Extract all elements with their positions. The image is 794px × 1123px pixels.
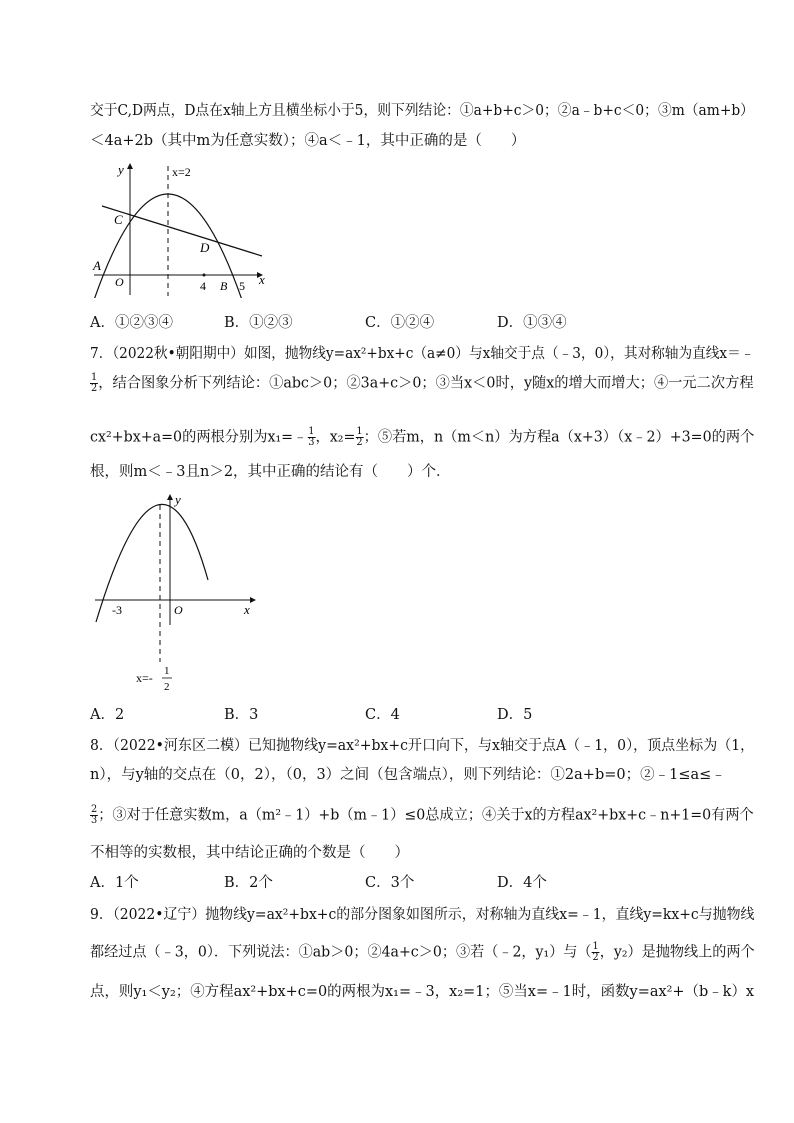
q7-option-d[interactable]: D．5 — [497, 707, 533, 723]
q6-label-x: x — [259, 272, 265, 287]
q6-text-line-2: ＜4a+2b（其中m为任意实数）；④a＜﹣1，其中正确的是（ ） — [90, 133, 526, 149]
q8-text-line-3: $\frac{2}{3}$ ；③对于任意实数m，a（m²﹣1）+b（m﹣1）≤0总成立；④关于x的方程ax²+bx+c﹣n+1=0有两个 — [90, 804, 754, 826]
q8-option-d[interactable]: D．4个 — [497, 875, 547, 891]
q8-text-line-1: 8．（2022•河东区二模）已知抛物线y=ax²+bx+c开口向下，与x轴交于点A（﹣1，0），顶点坐标为（1， — [90, 738, 755, 754]
q7-text-line-3: cx²+bx+a=0的两根分别为x₁=﹣ $\frac{1}{3}$ ，x₂= $\frac{1}{2}$ ；⑤若m，n（m＜n）为方程a（x+3）（x﹣2）+3=0的两个 — [90, 426, 755, 448]
q7-option-a[interactable]: A．2 — [90, 707, 125, 723]
q6-label-d: D — [200, 240, 210, 255]
q6-tick-4 — [203, 274, 206, 277]
q6-label-axis: x=2 — [172, 165, 191, 179]
q6-label-4: 4 — [200, 279, 206, 293]
q6-figure — [90, 158, 280, 298]
q7-axis-label-num: 1 — [164, 665, 170, 677]
q6-label-o: O — [115, 275, 124, 289]
q7-figure — [90, 490, 270, 695]
q7-option-c[interactable]: C．4 — [365, 707, 400, 723]
q7-label-y: y — [175, 492, 181, 507]
q8-text-line-4: 不相等的实数根，其中结论正确的个数是（ ） — [90, 845, 409, 861]
q6-label-y: y — [118, 162, 124, 177]
q7-label-x: x — [244, 602, 250, 617]
q9-text-line-2: 都经过点（﹣3，0）．下列说法：①ab＞0；②4a+c＞0；③若（﹣2，y₁）与（ $\frac{1}{2}$ ，y₂）是抛物线上的两个 — [90, 941, 755, 963]
q8-fraction-two-thirds: $\frac{2}{3}$ — [90, 804, 98, 826]
q6-label-c: C — [114, 212, 123, 227]
q6-line-cd — [102, 206, 262, 256]
q8-text-line-2: n），与y轴的交点在（0，2），（0，3）之间（包含端点），则下列结论：①2a+b=0；②﹣1≤a≤﹣ — [90, 767, 726, 783]
q6-label-5: 5 — [239, 279, 245, 293]
q6-text-line-1: 交于C,D两点，D点在x轴上方且横坐标小于5，则下列结论：①a+b+c＞0；②a﹣b+c＜0；③m（am+b） — [90, 103, 754, 119]
q7-fraction-third: $\frac{1}{3}$ — [308, 426, 315, 448]
q9-fraction-half: $\frac{1}{2}$ — [592, 941, 599, 963]
q7-option-b[interactable]: B．3 — [224, 707, 259, 723]
q7-fraction-half-2: $\frac{1}{2}$ — [356, 426, 363, 448]
q7-text-line-1: 7．（2022秋•朝阳期中）如图，抛物线y=ax²+bx+c（a≠0）与x轴交于点（﹣3，0），其对称轴为直线x＝﹣ — [90, 346, 755, 362]
q6-option-c[interactable]: C．①②④ — [365, 315, 435, 331]
q8-option-a[interactable]: A．1个 — [90, 875, 139, 891]
q9-text-line-1: 9．（2022•辽宁）抛物线y=ax²+bx+c的部分图象如图所示，对称轴为直线x=﹣1，直线y=kx+c与抛物线 — [90, 907, 755, 923]
q7-text-line-2: $\frac{1}{2}$ ，结合图象分析下列结论：①abc＞0；②3a+c＞0；③当x＜0时，y随x的增大而增大；④一元二次方程 — [90, 372, 754, 394]
q8-option-c[interactable]: C．3个 — [365, 875, 415, 891]
q6-option-a[interactable]: A．①②③④ — [90, 315, 173, 331]
q7-fraction-half: $\frac{1}{2}$ — [90, 372, 98, 394]
q6-option-b[interactable]: B．①②③ — [224, 315, 293, 331]
q9-text-line-3: 点，则y₁＜y₂；④方程ax²+bx+c=0的两根为x₁=﹣3，x₂=1；⑤当x=﹣1时，函数y=ax²+（b﹣k）x — [90, 984, 755, 1000]
q6-label-a: A — [93, 258, 101, 273]
q7-label-o: O — [174, 603, 183, 617]
q7-axis-label-lhs: x=- — [136, 671, 153, 685]
q6-option-d[interactable]: D．①③④ — [497, 315, 567, 331]
q7-text-line-4: 根，则m＜﹣3且n＞2，其中正确的结论有（ ）个． — [90, 464, 451, 480]
q7-label-minus3: -3 — [112, 603, 122, 617]
q8-option-b[interactable]: B．2个 — [224, 875, 273, 891]
q7-axis-label-den: 2 — [164, 681, 170, 693]
q6-label-b: B — [220, 279, 228, 293]
